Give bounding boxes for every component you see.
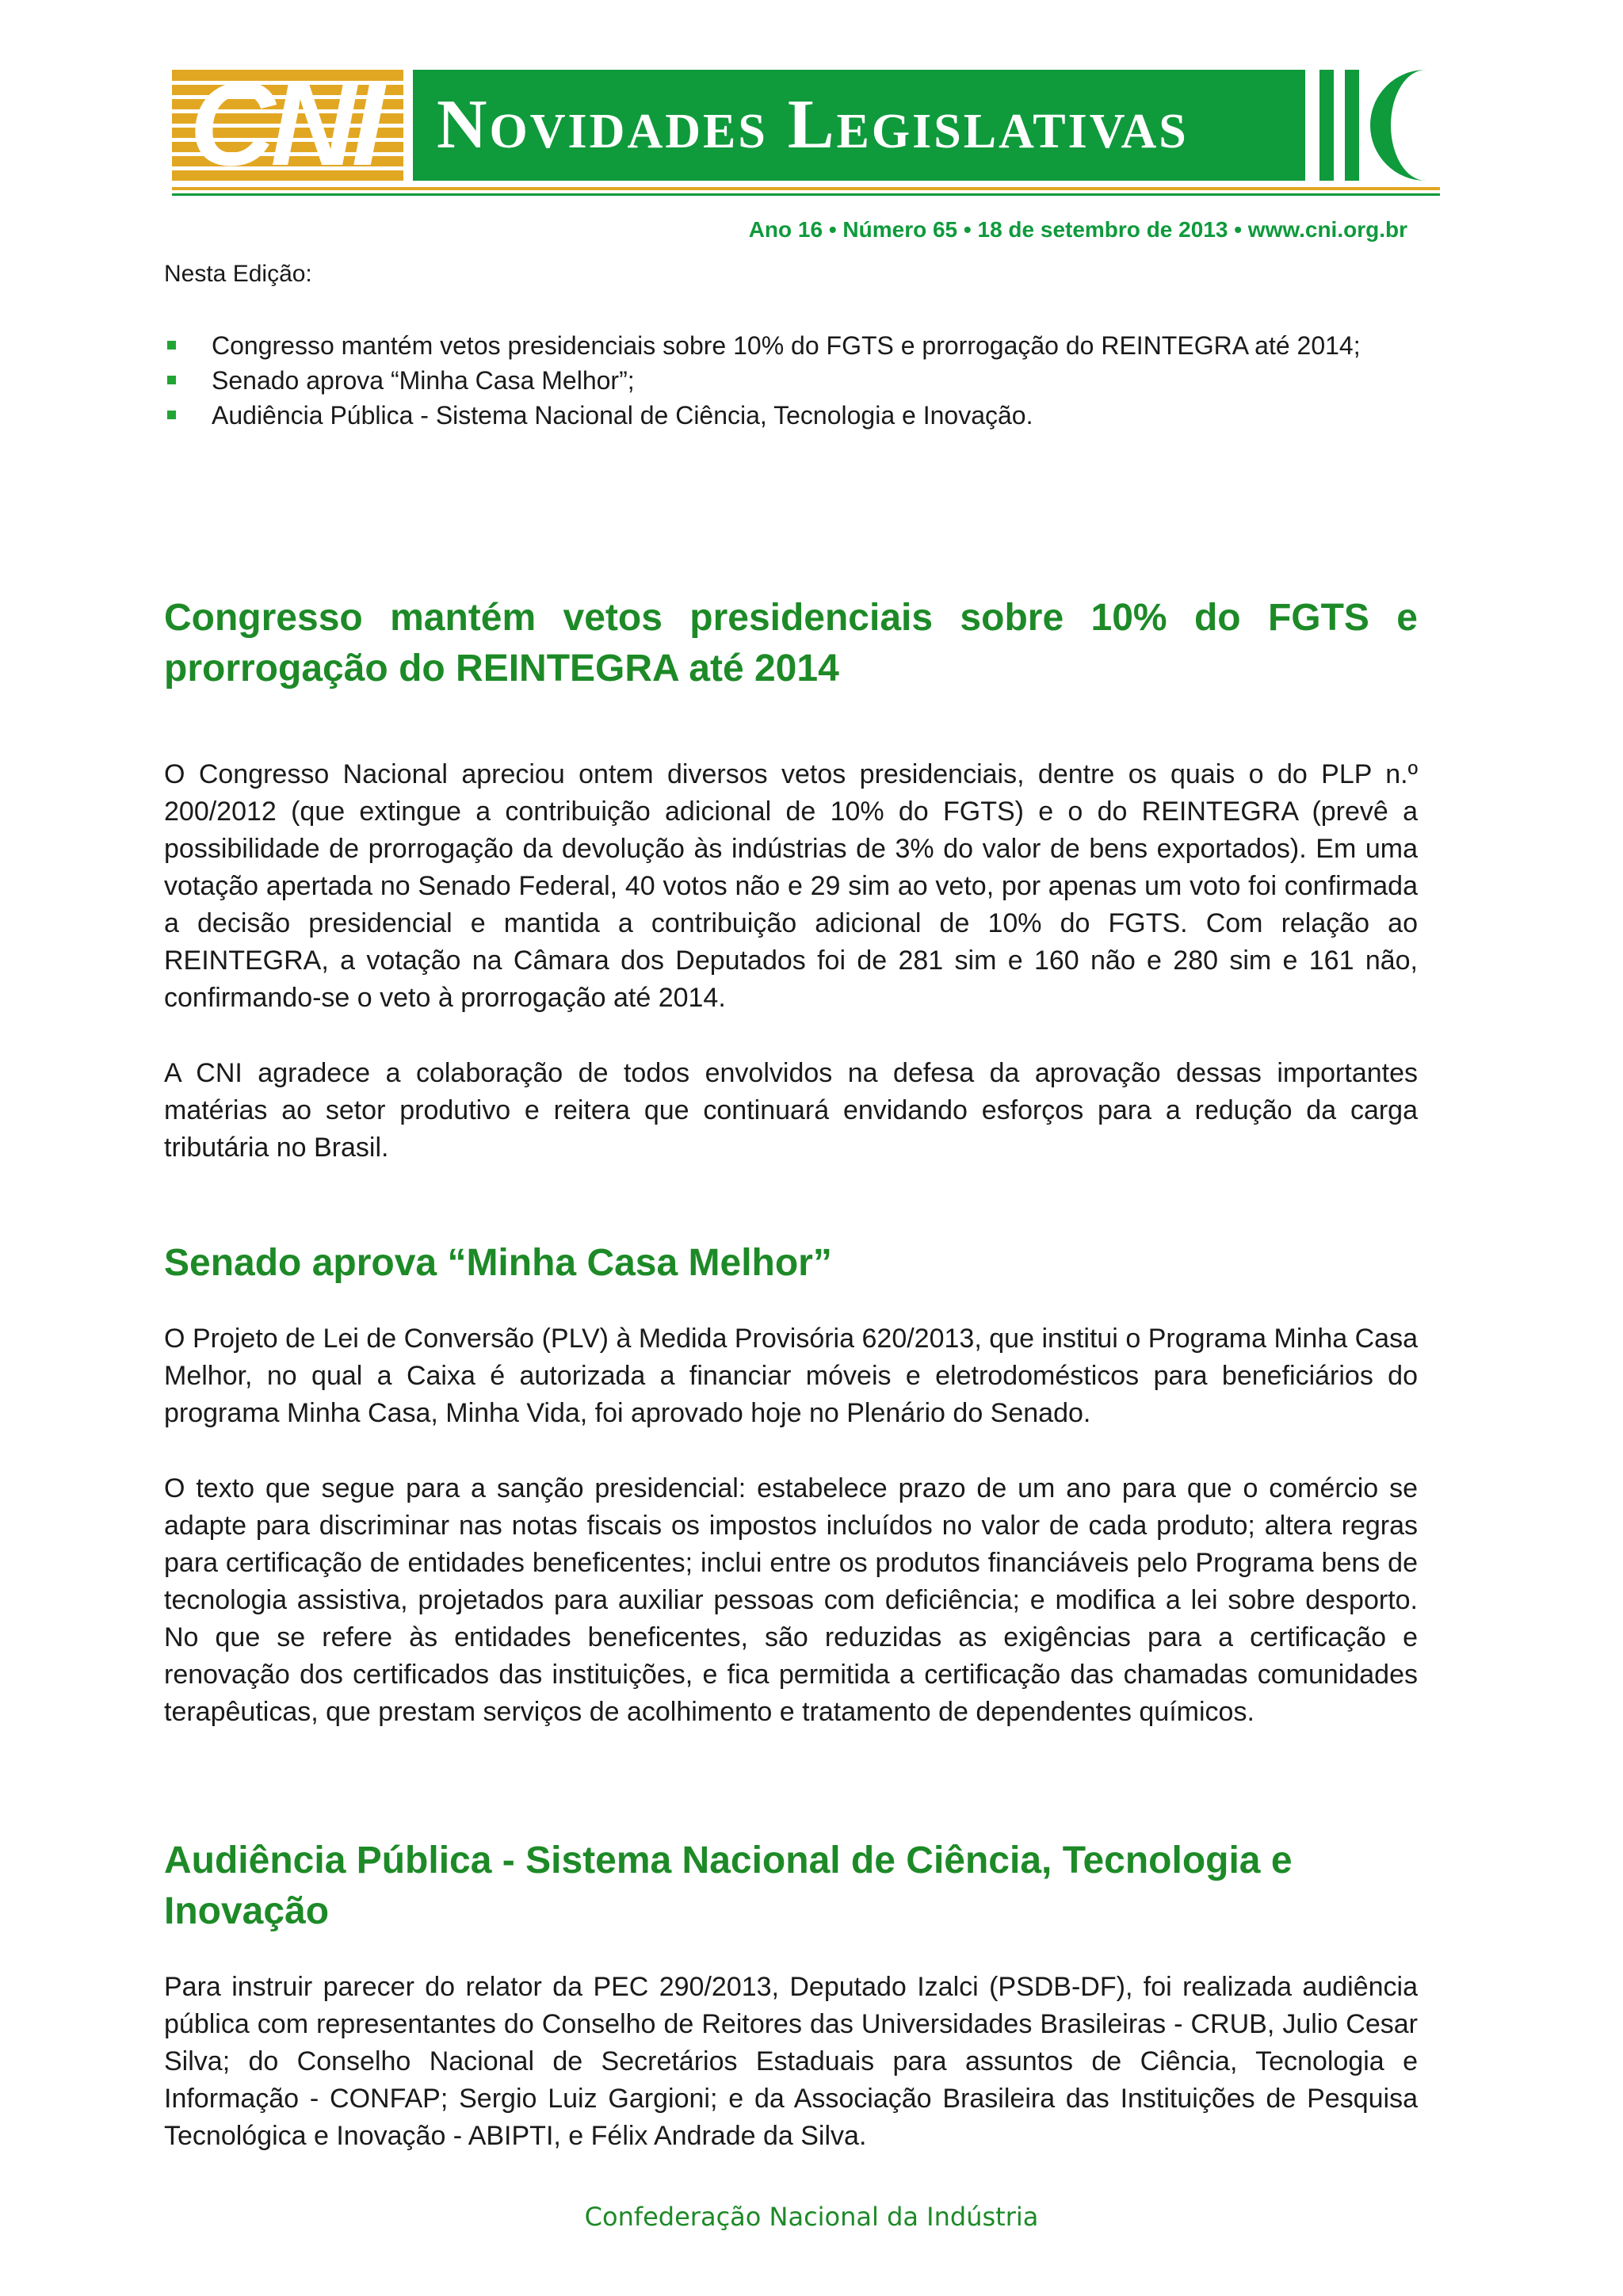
article-paragraph: A CNI agradece a colaboração de todos envolvidos na defesa da aprovação dessas importantes matérias ao setor produtivo e reitera que continuará envidando esforços para a redução da carga tributária no Brasil. <box>164 1058 1418 1163</box>
toc-item-text: Senado aprova “Minha Casa Melhor”; <box>212 366 635 395</box>
article-paragraph: Para instruir parecer do relator da PEC 290/2013, Deputado Izalci (PSDB-DF), foi realizada audiência pública com representantes do Conselho de Reitores das Universidades Brasileiras - CRUB, Julio Cesar Silva; do Conselho Nacional de Secretários Estaduais para assuntos de Ciência, Tecnologia e Informação - CONFAP; Sergio Luiz Gargioni; e da Associação Brasileira das Instituições de Pesquisa Tecnológica e Inovação - ABIPTI, e Félix Andrade da Silva. <box>164 1972 1418 2151</box>
newsletter-title: Novidades Legislativas <box>437 86 1189 163</box>
article-title-line: prorrogação do REINTEGRA até 2014 <box>164 648 839 690</box>
bullet-icon <box>167 376 176 384</box>
cni-logo-text: CNI <box>189 70 380 181</box>
decor-bar <box>1345 70 1359 181</box>
article-paragraph: O Projeto de Lei de Conversão (PLV) à Medida Provisória 620/2013, que institui o Programa Minha Casa Melhor, no qual a Caixa é autorizada a financiar móveis e eletrodomésticos para beneficiários do programa Minha Casa, Minha Vida, foi aprovado hoje no Plenário do Senado. <box>164 1324 1418 1428</box>
toc-item <box>164 363 1418 398</box>
toc-item-text: Audiência Pública - Sistema Nacional de Ciência, Tecnologia e Inovação. <box>212 401 1033 430</box>
footer-text: Confederação Nacional da Indústria <box>584 2202 1039 2232</box>
header-rule-green <box>172 193 1440 196</box>
article-title-congresso <box>164 593 1418 694</box>
header-rule-gold <box>172 187 1440 190</box>
article-paragraph: O Congresso Nacional apreciou ontem diversos vetos presidenciais, dentre os quais o do PLP n.º 200/2012 (que extingue a contribuição adicional de 10% do FGTS) e o do REINTEGRA (prevê a possibilidade de prorrogação da devolução às indústrias de 3% do valor de bens exportados). Em uma votação apertada no Senado Federal, 40 votos não e 29 sim ao veto, por apenas um voto foi confirmada a decisão presidencial e mantida a contribuição adicional de 10% do FGTS. Com relação ao REINTEGRA, a votação na Câmara dos Deputados foi de 281 sim e 160 não e 280 sim e 161 não, confirmando-se o veto à prorrogação até 2014. <box>164 759 1418 1013</box>
title-block <box>413 70 1305 181</box>
toc-list <box>164 328 1418 433</box>
toc-item-text: Congresso mantém vetos presidenciais sobre 10% do FGTS e prorrogação do REINTEGRA até 2014; <box>212 331 1361 360</box>
article-title-senado: Senado aprova “Minha Casa Melhor” <box>164 1242 832 1284</box>
bullet-icon <box>167 341 176 350</box>
decor-bar <box>1319 70 1334 181</box>
toc-item <box>164 398 1418 433</box>
toc-label: Nesta Edição: <box>164 261 312 287</box>
decor-arc <box>1370 70 1440 181</box>
bullet-icon <box>167 411 176 419</box>
toc-item <box>164 328 1418 363</box>
article-title-line: Congresso mantém vetos presidenciais sobre 10% do FGTS e <box>164 597 1418 639</box>
document-body <box>164 258 1418 2155</box>
header-banner <box>172 70 1440 187</box>
cni-logo <box>172 70 403 181</box>
issue-line: Ano 16 • Número 65 • 18 de setembro de 2013 • www.cni.org.br <box>748 217 1407 242</box>
article-title-audiencia: Audiência Pública - Sistema Nacional de Ciência, Tecnologia e Inovação <box>164 1839 1293 1932</box>
article-paragraph: O texto que segue para a sanção presidencial: estabelece prazo de um ano para que o comércio se adapte para discriminar nas notas fiscais os impostos incluídos no valor de cada produto; altera regras para certificação de entidades beneficentes; inclui entre os produtos financiáveis pelo Programa bens de tecnologia assistiva, projetados para auxiliar pessoas com deficiência; e modifica a lei sobre desporto. No que se refere às entidades beneficentes, são reduzidas as exigências para a certificação e renovação dos certificados das instituições, e fica permitida a certificação das chamadas comunidades terapêuticas, que prestam serviços de acolhimento e tratamento de dependentes químicos. <box>164 1473 1418 1727</box>
